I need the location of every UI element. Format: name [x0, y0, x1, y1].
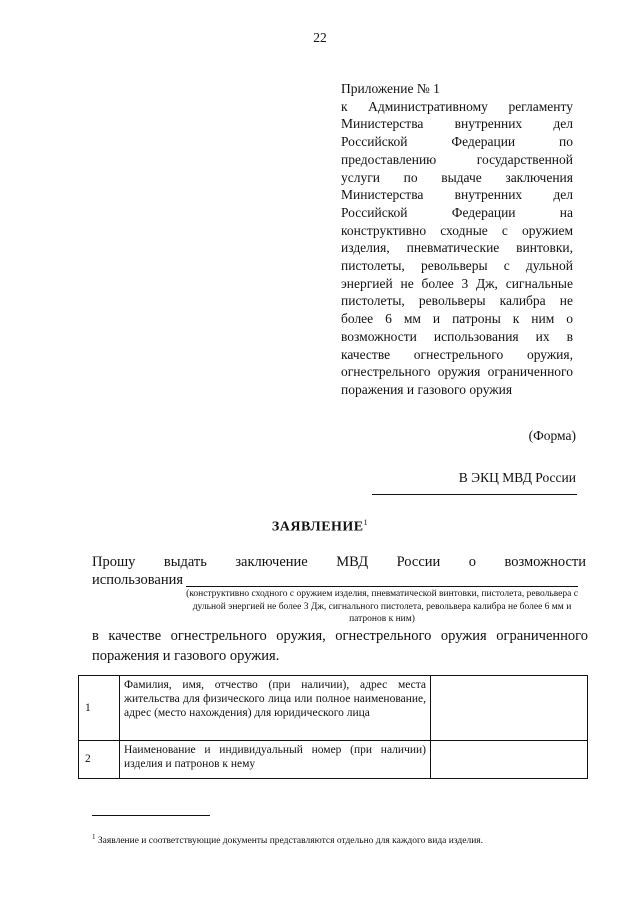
request-word: МВД	[336, 554, 369, 570]
row-number: 2	[79, 741, 120, 779]
row-description: Наименование и индивидуальный номер (при наличии) изделия и патронов к нему	[120, 741, 431, 779]
row-value-field[interactable]	[431, 676, 588, 741]
form-label: (Форма)	[528, 428, 576, 443]
page-number: 22	[313, 30, 327, 45]
request-word: Прошу	[92, 554, 136, 570]
table-row	[79, 676, 588, 741]
appendix-title: Приложение № 1	[341, 81, 440, 96]
request-word: России	[396, 554, 441, 570]
heading-footnote-mark: 1	[363, 518, 369, 527]
item-type-fill-line[interactable]	[186, 586, 578, 587]
footnote-text: Заявление и соответствующие документы представляются отдельно для каждого вида изделия.	[97, 836, 484, 847]
table-row	[79, 741, 588, 779]
request-word: возможности	[504, 554, 586, 570]
document-heading	[0, 518, 640, 536]
row-value-field[interactable]	[431, 741, 588, 779]
row-number: 1	[79, 676, 120, 741]
request-word: выдать	[163, 554, 207, 570]
applicant-info-table	[78, 675, 588, 779]
recipient-signature-line	[372, 494, 577, 495]
heading-text: ЗАЯВЛЕНИЕ	[271, 519, 364, 535]
appendix-header	[341, 80, 573, 399]
appendix-body: к Административному регламенту Министерства внутренних дел Российской Федерации по предоставлению государственной услуги по выдаче заключения Министерства внутренних дел Российской Федерации на конструктивно сходные с оружием изделия, пневматические винтовки, пистолеты, револьверы с дульной энергией не более 3 Дж, сигнальные пистолеты, револьверы калибра не более 6 мм и патроны к ним о возможности использования их в качестве огнестрельного оружия, огнестрельного оружия ограниченного поражения и газового оружия	[341, 98, 573, 397]
item-type-hint: (конструктивно сходного с оружием изделия, пневматической винтовки, пистолета, револьвера с дульной энергией не более 3 Дж, сигнального пистолета, револьвера калибра не более 6 мм и патронов к ним)	[186, 589, 578, 624]
request-continuation: в качестве огнестрельного оружия, огнестрельного оружия ограниченного поражения и газового оружия.	[92, 628, 588, 664]
row-description: Фамилия, имя, отчество (при наличии), адрес места жительства для физического лица или полное наименование, адрес (место нахождения) для юридического лица	[120, 676, 431, 741]
footnote	[92, 833, 592, 846]
request-word: о	[468, 554, 477, 570]
request-line-2-label: использования	[92, 572, 184, 588]
recipient: В ЭКЦ МВД России	[458, 470, 576, 485]
request-word: заключение	[235, 554, 308, 570]
footnote-separator	[92, 815, 210, 816]
footnote-mark: 1	[92, 833, 96, 841]
request-line-1	[92, 554, 586, 571]
